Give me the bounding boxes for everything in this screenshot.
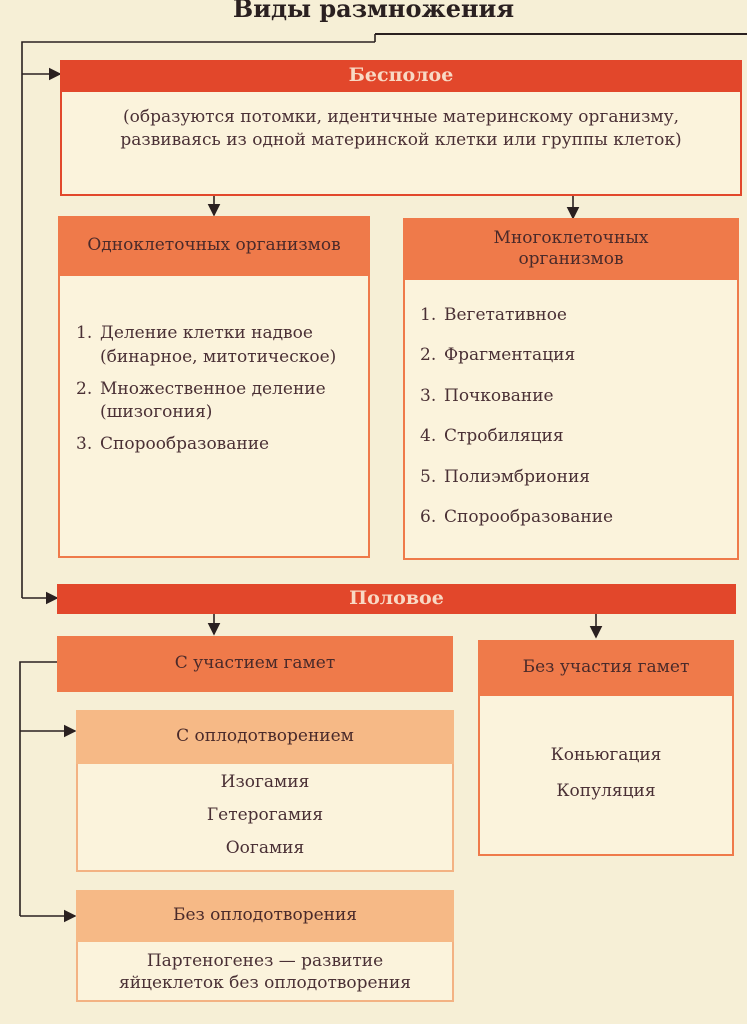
- without-gametes-list: [478, 738, 734, 809]
- list-item: 3. Спорообразование: [76, 434, 270, 455]
- with-gametes-header: С участием гамет: [57, 636, 453, 692]
- list-item: 4. Стробиляция: [420, 426, 564, 447]
- fertilization-list: [76, 766, 454, 865]
- list-item: 2. Фрагментация: [420, 345, 576, 366]
- fertilization-header: С оплодотворением: [76, 710, 454, 764]
- asexual-description: (образуются потомки, идентичные материнскому организму, развиваясь из одной материнской клетки или группы клеток): [120, 107, 682, 150]
- list-item: Гетерогамия: [206, 805, 324, 826]
- asexual-header: Бесполое: [60, 60, 742, 92]
- list-item: Коньюгация: [550, 745, 662, 765]
- multicellular-header: Многоклеточных организмов: [403, 218, 739, 280]
- list-item: Оогамия: [225, 838, 305, 859]
- unicellular-header: Одноклеточных организмов: [58, 216, 370, 276]
- list-item: Копуляция: [556, 780, 656, 801]
- list-item: 6. Спорообразование: [420, 506, 614, 527]
- list-item: 3. Почкование: [420, 385, 554, 406]
- list-item: Изогамия: [220, 772, 310, 792]
- list-item: 2. Множественное деление (шизогония): [76, 378, 326, 423]
- sexual-header: Половое: [57, 584, 736, 614]
- no-fertilization-header: Без оплодотворения: [76, 890, 454, 942]
- without-gametes-header: Без участия гамет: [478, 640, 734, 696]
- unicellular-list: [76, 322, 356, 465]
- no-fertilization-text: Партеногенез — развитие яйцеклеток без оплодотворения: [118, 951, 411, 994]
- list-item: 5. Полиэмбриония: [420, 466, 591, 487]
- diagram-title: Виды размножения: [232, 0, 515, 23]
- multicellular-list: [420, 305, 730, 547]
- list-item: 1. Вегетативное: [420, 305, 567, 325]
- list-item: 1. Деление клетки надвое (бинарное, митотическое): [76, 323, 337, 367]
